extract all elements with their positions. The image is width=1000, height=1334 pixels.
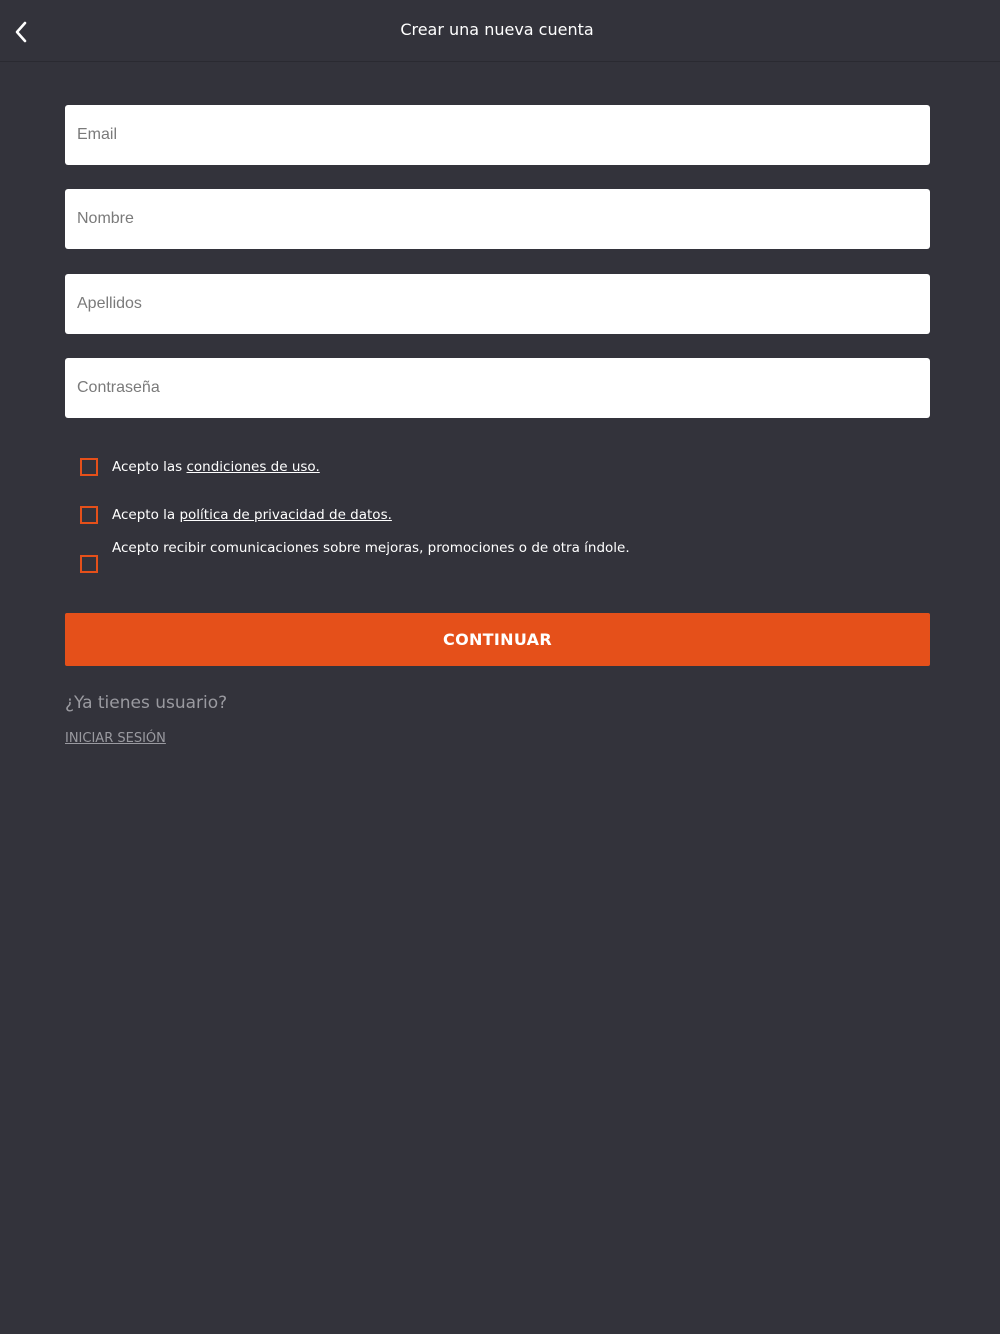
login-link[interactable]: INICIAR SESIÓN: [65, 731, 166, 746]
terms-checkbox[interactable]: [80, 458, 98, 476]
page-title: Crear una nueva cuenta: [400, 20, 594, 39]
apellidos-field-container: [65, 274, 930, 334]
top-bar: [0, 0, 1000, 62]
email-field[interactable]: [65, 105, 930, 165]
privacy-policy-link[interactable]: política de privacidad de datos.: [179, 507, 392, 523]
apellidos-field[interactable]: [65, 274, 930, 334]
email-field-container: [65, 105, 930, 165]
nombre-field[interactable]: [65, 189, 930, 249]
nombre-field-container: [65, 189, 930, 249]
have-account-text: ¿Ya tienes usuario?: [65, 693, 228, 713]
terms-consent-text: [112, 459, 320, 475]
password-field-container: [65, 358, 930, 418]
continue-button[interactable]: CONTINUAR: [65, 613, 930, 666]
communications-checkbox[interactable]: [80, 555, 98, 573]
privacy-checkbox[interactable]: [80, 506, 98, 524]
terms-consent-prefix: Acepto las: [112, 459, 187, 475]
terms-of-use-link[interactable]: condiciones de uso.: [186, 459, 320, 475]
privacy-consent-prefix: Acepto la: [112, 507, 180, 523]
privacy-consent-text: [112, 507, 392, 523]
communications-consent-text: Acepto recibir comunicaciones sobre mejoras, promociones o de otra índole.: [112, 540, 630, 556]
password-field[interactable]: [65, 358, 930, 418]
